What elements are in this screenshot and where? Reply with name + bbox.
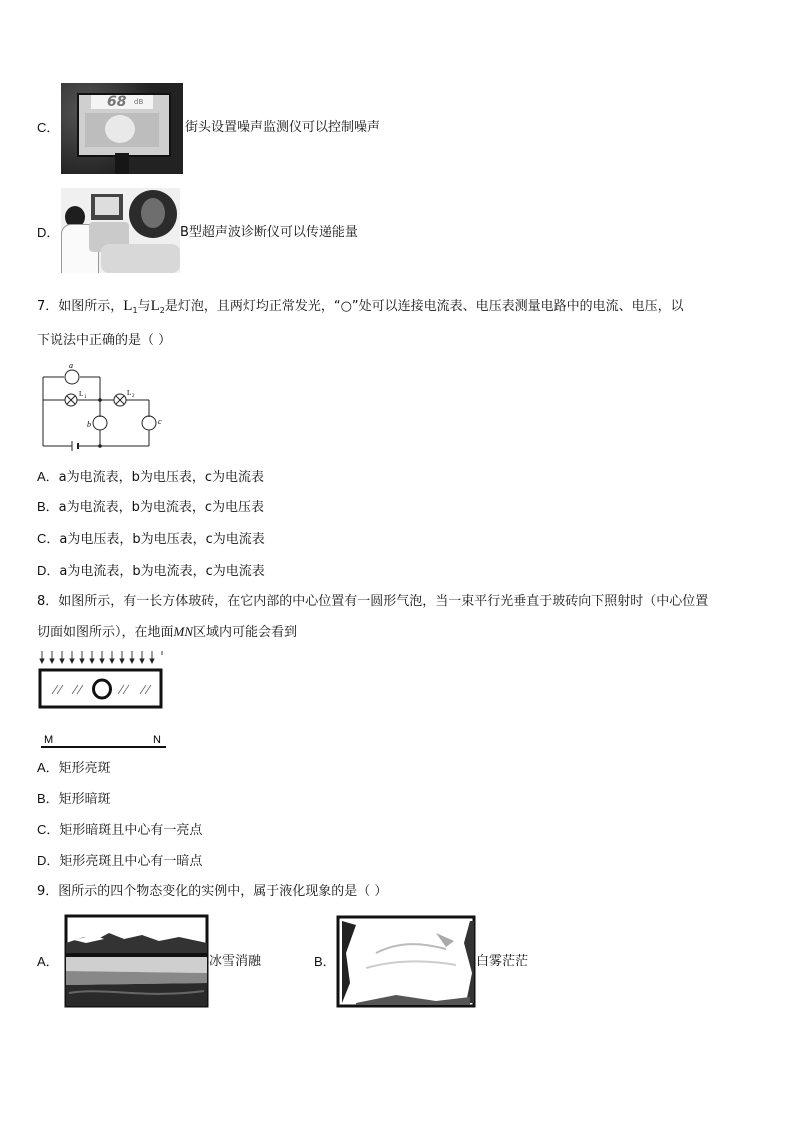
q7-option-b: B．a为电流表，b为电流表，c为电压表 [37, 499, 265, 515]
junction-dot [98, 444, 102, 448]
air-bubble [94, 680, 111, 698]
meter-a-circle [65, 370, 79, 384]
lamp-l1-label: L [79, 390, 84, 398]
meter-a-label: a [69, 362, 73, 370]
q8-option-b: B．矩形暗斑 [37, 791, 111, 807]
meter-b-circle [93, 416, 107, 430]
q7-stem-line2: 下说法中正确的是（ ） [37, 333, 172, 348]
ground-m-label: M [44, 734, 54, 746]
meter-c-circle [142, 416, 156, 430]
q9-option-a-letter: A． [37, 954, 59, 969]
q9-stem: 9．图所示的四个物态变化的实例中，属于液化现象的是（ ） [37, 884, 388, 899]
meter-c-label: c [158, 417, 162, 426]
q9-option-b-letter: B． [314, 954, 336, 969]
mn-label: MN [173, 624, 194, 639]
q8-option-d: D．矩形亮斑且中心有一暗点 [37, 853, 203, 869]
option-c-text: 街头设置噪声监测仪可以控制噪声 [185, 120, 381, 135]
melting-snow-photo [64, 913, 209, 1008]
option-c-letter: C． [37, 120, 60, 135]
q8-option-c: C．矩形暗斑且中心有一亮点 [37, 822, 203, 838]
lamp-l2-sub: 2 [132, 394, 135, 399]
white-fog-photo [336, 913, 476, 1008]
q7-option-d: D．a为电流表，b为电流表，c为电流表 [37, 563, 265, 579]
q9-option-a-text: 冰雪消融 [209, 954, 262, 969]
circuit-diagram [36, 362, 166, 454]
ground-n-label: N [153, 734, 161, 746]
l1-symbol: L [123, 298, 133, 314]
q8-stem-line1: 8．如图所示，有一长方体玻砖，在它内部的中心位置有一圆形气泡，当一束平行光垂直于玻砖向下照射时（中心位置 [37, 594, 709, 609]
q7-option-c: C．a为电压表，b为电压表，c为电流表 [37, 531, 265, 547]
ultrasound-photo [61, 188, 180, 273]
lamp-l1-sub: 1 [84, 395, 87, 400]
q8-option-a: A．矩形亮斑 [37, 760, 111, 776]
glass-brick-diagram [36, 649, 172, 751]
noise-sign-value: 68 [107, 94, 127, 110]
junction-dot [98, 398, 102, 402]
l2-symbol: L [150, 298, 160, 314]
q7-stem-and: 与 [137, 299, 151, 314]
light-arrows [40, 651, 162, 663]
q9-option-b-text: 白雾茫茫 [476, 954, 529, 969]
option-d-letter: D． [37, 225, 60, 240]
option-d-text: B型超声波诊断仪可以传递能量 [180, 225, 358, 240]
q7-stem-prefix: 7．如图所示， [37, 299, 124, 314]
l1-sub: 1 [132, 306, 138, 315]
noise-monitor-photo [61, 83, 183, 174]
q7-stem-rest: 是灯泡，且两灯均正常发光，“○”处可以连接电流表、电压表测量电路中的电流、电压，以 [164, 299, 684, 314]
q8-stem-line2: 切面如图所示），在地面MN区域内可能会看到 [37, 624, 298, 640]
noise-sign-unit: dB [134, 98, 144, 106]
l2-sub: 2 [159, 306, 165, 315]
q7-stem-line1 [37, 297, 684, 320]
lamp-l2-label: L [127, 389, 132, 397]
meter-b-label: b [87, 420, 91, 429]
q7-option-a: A．a为电流表，b为电压表，c为电流表 [37, 469, 265, 485]
